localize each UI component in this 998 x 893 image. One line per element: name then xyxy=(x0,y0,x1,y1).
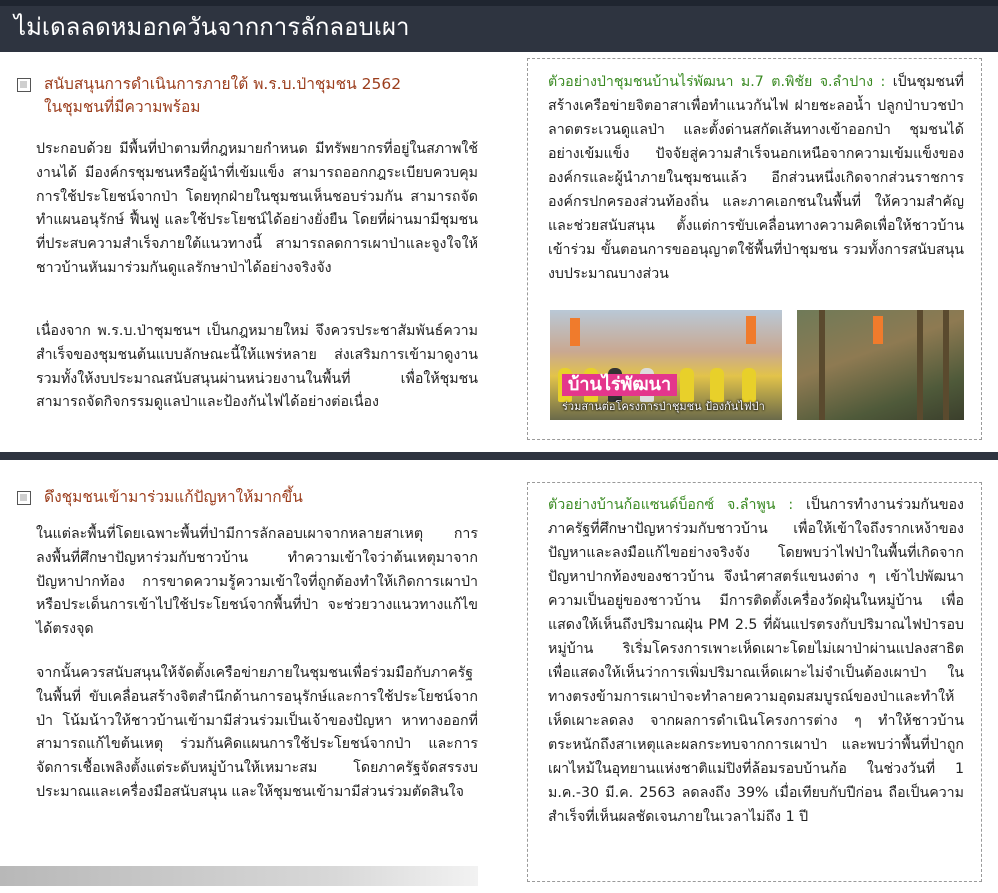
person-shape xyxy=(680,368,694,402)
photo-forest-patrol xyxy=(797,310,964,420)
page-title: ไม่เดลลดหมอกควันจากการลักลอบเผา xyxy=(14,13,410,41)
section1-heading-line2: ในชุมชนที่มีความพร้อม xyxy=(44,98,201,116)
case-study-1-body: เป็นชุมชนที่สร้างเครือข่ายจิตอาสาเพื่อทำแนวกันไฟ ฝายชะลอน้ำ ปลูกป่าบวชป่า ลาดตระเวนดูแลป่า และตั้งด่านสกัดเส้นทางเข้าออกป่า ชุมชนได้อย่างเข้มแข็ง ปัจจัยสู่ความสำเร็จนอกเหนือจากความเข้มแข็งขององค์กรและผู้นำภายในชุมชนแล้ว อีกส่วนหนึ่งเกิดจากส่วนราชการ องค์กรปกครองส่วนท้องถิ่น และภาคเอกชนในพื้นที่ ให้ความสำคัญและช่วยสนับสนุน ตั้งแต่การขับเคลื่อนทางความคิดเพื่อให้ชาวบ้านเข้าร่วม ขั้นตอนการขออนุญาตใช้พื้นที่ป่าชุมชน รวมทั้งการสนับสนุนงบประมาณบางส่วน xyxy=(548,74,964,282)
checkbox-bullet-icon xyxy=(17,491,31,505)
section1-heading xyxy=(44,73,474,119)
header-top-stripe xyxy=(0,0,998,6)
section1-heading-line1: สนับสนุนการดำเนินการภายใต้ พ.ร.บ.ป่าชุมชน 2562 xyxy=(44,75,402,93)
case-study-1-lead: ตัวอย่างป่าชุมชนบ้านไร่พัฒนา ม.7 ต.พิชัย จ.ลำปาง : xyxy=(548,74,886,90)
person-shape xyxy=(742,368,756,402)
case-study-2-body: เป็นการทำงานร่วมกันของภาครัฐที่ศึกษาปัญหาร่วมกับชาวบ้าน เพื่อให้เข้าใจถึงรากเหง้าของปัญหาและลงมือแก้ไขอย่างจริงจัง โดยพบว่าไฟป่าในพื้นที่เกิดจากปัญหาปากท้องของชาวบ้าน จึงนำศาสตร์แขนงต่าง ๆ เข้าไปพัฒนาความเป็นอยู่ของชาวบ้าน มีการติดตั้งเครื่องวัดฝุ่นในหมู่บ้าน เพื่อแสดงให้เห็นถึงปริมาณฝุ่น PM 2.5 ที่ผันแปรตรงกับปริมาณไฟป่ารอบหมู่บ้าน ริเริ่มโครงการเพาะเห็ดเผาะโดยไม่เผาป่าผ่านแปลงสาธิต เพื่อแสดงให้เห็นว่าการเพิ่มปริมาณเห็ดเผาะไม่จำเป็นต้องเผาป่า ในทางตรงข้ามการเผาป่าจะทำลายความอุดมสมบูรณ์ของป่าและทำให้เห็ดเผาะลดลง จากผลการดำเนินโครงการต่าง ๆ ทำให้ชาวบ้านตระหนักถึงสาเหตุและผลกระทบจากการเผาป่า และพบว่าพื้นที่ป่าถูกเผาไหม้ในอุทยานแห่งชาติแม่ปิงที่ล้อมรอบบ้านก้อ ในช่วงวันที่ 1 ม.ค.-30 มี.ค. 2563 ลดลงถึง 39% เมื่อเทียบกับปีก่อน ถือเป็นความสำเร็จที่เห็นผลชัดเจนภายในเวลาไม่ถึง 1 ปี xyxy=(548,497,964,825)
section-divider xyxy=(0,452,998,460)
photo-caption-title: บ้านไร่พัฒนา xyxy=(562,374,677,396)
photo-caption-subtitle: ร่วมสานต่อโครงการป่าชุมชน ป้องกันไฟป่า xyxy=(562,400,765,413)
section1-paragraph-2: เนื่องจาก พ.ร.บ.ป่าชุมชนฯ เป็นกฎหมายใหม่ จึงควรประชาสัมพันธ์ความสำเร็จของชุมชนต้นแบบลักษณะนี้ให้แพร่หลาย ส่งเสริมการเข้ามาดูงาน รวมทั้งให้งบประมาณสนับสนุนผ่านหน่วยงานในพื้นที่ เพื่อให้ชุมชนสามารถจัดกิจกรรมดูแลป่าและป้องกันไฟได้อย่างต่อเนื่อง xyxy=(36,323,478,411)
flag-shape xyxy=(746,316,756,344)
tree-trunk-shape xyxy=(819,310,825,420)
case-study-2-lead: ตัวอย่างบ้านก้อแซนด์บ็อกซ์ จ.ลำพูน : xyxy=(548,497,794,513)
section2-paragraph-1: ในแต่ละพื้นที่โดยเฉพาะพื้นที่ป่ามีการลักลอบเผาจากหลายสาเหตุ การลงพื้นที่ศึกษาปัญหาร่วมกับชาวบ้าน ทำความเข้าใจว่าต้นเหตุมาจากปัญหาปากท้อง การขาดความรู้ความเข้าใจที่ถูกต้องทำให้เกิดการเผาป่า หรือประเด็นการเข้าไปใช้ประโยชน์จากพื้นที่ป่า จะช่วยวางแนวทางแก้ไขได้ตรงจุด xyxy=(36,526,478,638)
section2-paragraph-2: จากนั้นควรสนับสนุนให้จัดตั้งเครือข่ายภายในชุมชนเพื่อร่วมมือกับภาครัฐในพื้นที่ ขับเคลื่อนสร้างจิตสำนึกด้านการอนุรักษ์และการใช้ประโยชน์จากป่า โน้มน้าวให้ชาวบ้านเข้ามามีส่วนร่วมเป็นเจ้าของปัญหา หาทางออกที่สามารถแก้ไขต้นเหตุ ร่วมกันคิดแผนการใช้ประโยชน์จากป่า และการจัดการเชื้อเพลิงตั้งแต่ระดับหมู่บ้านให้เหมาะสม โดยภาครัฐจัดสรรงบประมาณและเครื่องมือสนับสนุน และให้ชุมชนเข้ามามีส่วนร่วมตัดสินใจ xyxy=(36,665,478,800)
person-shape xyxy=(710,368,724,402)
tree-trunk-shape xyxy=(943,310,949,420)
section1-paragraph-1: ประกอบด้วย มีพื้นที่ป่าตามที่กฎหมายกำหนด มีทรัพยากรที่อยู่ในสภาพใช้งานได้ มีองค์กรชุมชนหรือผู้นำที่เข้มแข็ง สามารถออกกฎระเบียบควบคุมการใช้ประโยชน์จากป่า โดยทุกฝ่ายในชุมชนเห็นชอบร่วมกัน สามารถจัดทำแผนอนุรักษ์ ฟื้นฟู และใช้ประโยชน์ได้อย่างยั่งยืน โดยที่ผ่านมามีชุมชนที่ประสบความสำเร็จภายใต้แนวทางนี้ สามารถลดการเผาป่าและจูงใจให้ชาวบ้านหันมาร่วมกันดูแลรักษาป่าได้อย่างจริงจัง xyxy=(36,141,478,276)
case-study-1-text xyxy=(548,70,964,286)
flag-shape xyxy=(570,318,580,346)
section2-heading: ดึงชุมชนเข้ามาร่วมแก้ปัญหาให้มากขึ้น xyxy=(44,488,303,506)
flag-shape xyxy=(873,316,883,344)
checkbox-bullet-icon xyxy=(17,78,31,92)
bottom-gradient-bar xyxy=(0,866,478,886)
case-study-2-text xyxy=(548,493,964,829)
photo-community-meeting xyxy=(550,310,782,420)
tree-trunk-shape xyxy=(917,310,923,420)
page-header xyxy=(0,0,998,52)
